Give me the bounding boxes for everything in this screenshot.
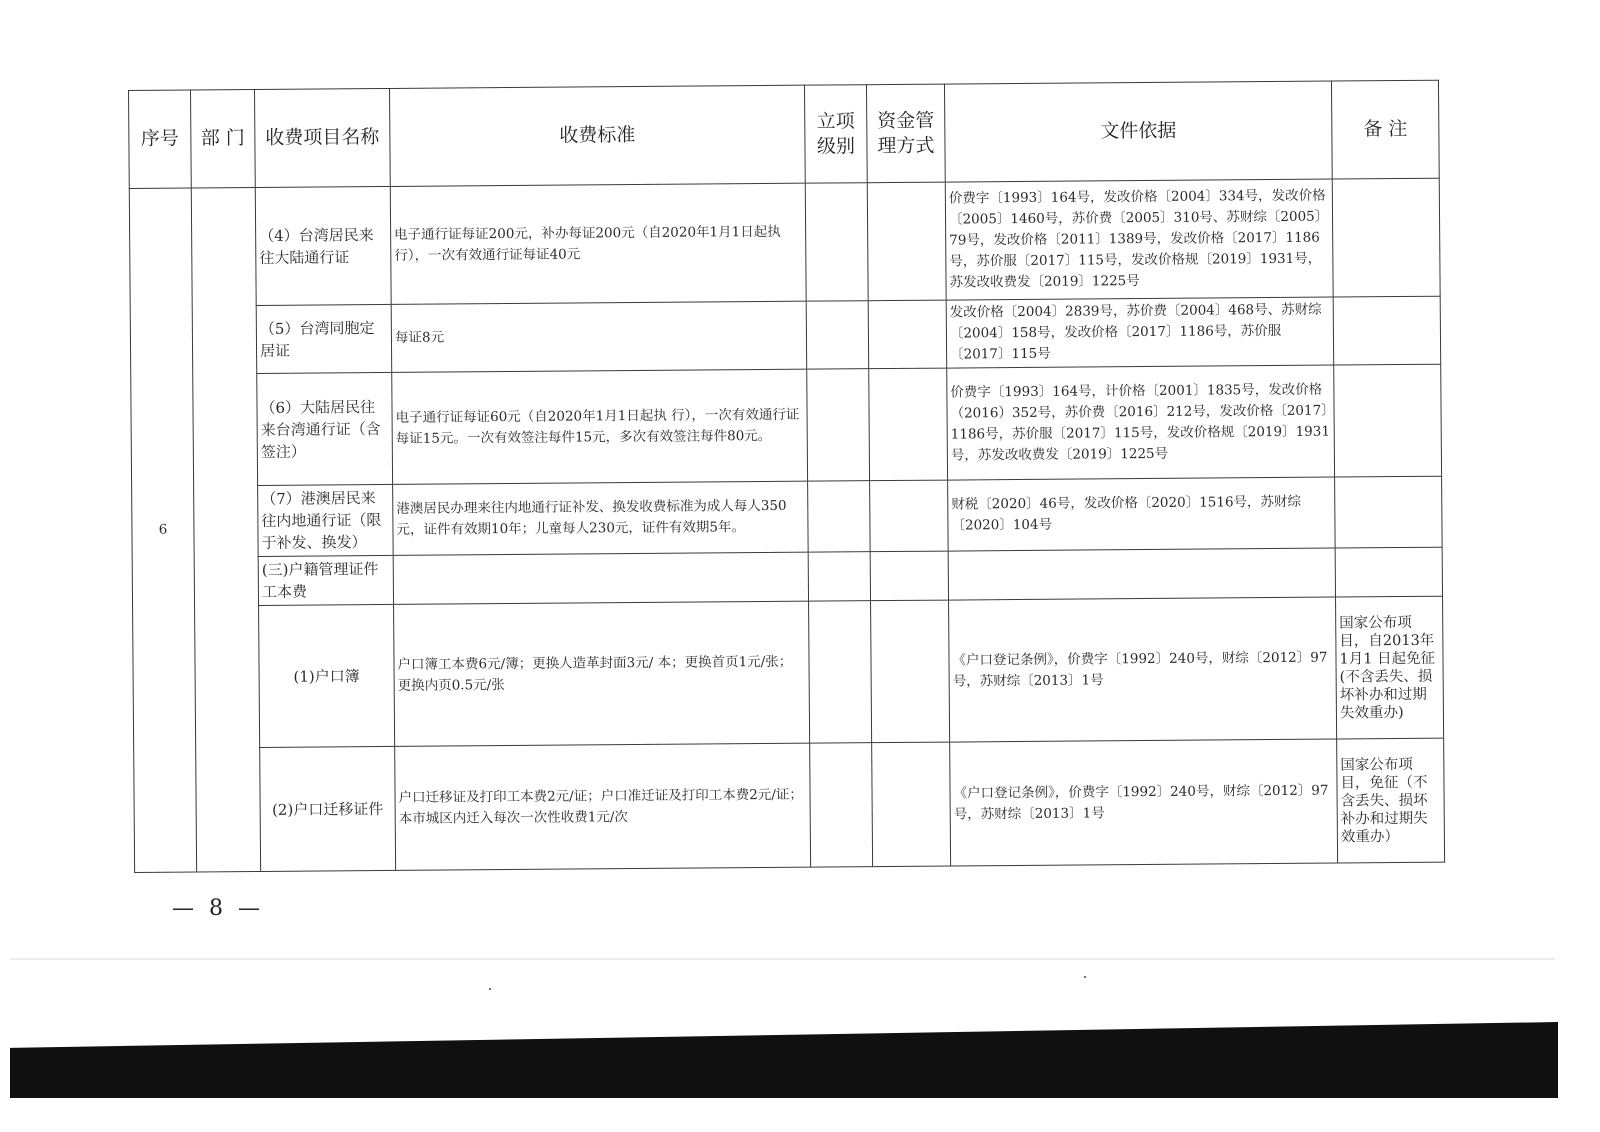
fund-mgmt-cell — [870, 480, 949, 552]
standard-cell: 户口簿工本费6元/簿；更换人造革封面3元/ 本；更换首页1元/张；更换内页0.5元/张 — [394, 601, 810, 746]
fund-mgmt-cell — [867, 182, 946, 301]
table-row — [131, 364, 1442, 486]
fund-mgmt-cell — [869, 368, 948, 481]
standard-cell: 港澳居民办理来往内地通行证补发、换发收费标准为成人每人350元，证件有效期10年；儿童每人230元，证件有效期5年。 — [393, 481, 809, 555]
standard-cell: 电子通行证每证200元，补办每证200元（自2020年1月1日起执行），一次有效通行证每证40元 — [390, 183, 806, 304]
fund-mgmt-cell — [872, 742, 951, 867]
remark-cell: 国家公布项目，免征（不含丢失、损坏补办和过期失效重办） — [1337, 738, 1445, 863]
level-cell — [809, 601, 872, 743]
remark-cell — [1333, 296, 1441, 365]
item-name-cell: （6）大陆居民往来台湾通行证（含签注） — [257, 372, 393, 485]
scan-edge-line — [10, 958, 1555, 960]
header-level: 立项级别 — [804, 85, 867, 183]
table-row — [132, 476, 1443, 557]
standard-cell: 电子通行证每证60元（自2020年1月1日起执 行），一次有效通行证每证15元。一次有效签注每件15元，多次有效签注每件80元。 — [392, 369, 808, 484]
header-fund-mgmt: 资金管理方式 — [866, 84, 945, 183]
seq-cell: 6 — [129, 188, 196, 872]
header-item-name: 收费项目名称 — [255, 88, 391, 187]
basis-cell: 财税〔2020〕46号，发改价格〔2020〕1516号，苏财综〔2020〕104号 — [948, 477, 1336, 551]
remark-cell — [1334, 364, 1442, 477]
basis-cell: 价费字〔1993〕164号，计价格〔2001〕1835号，发改价格（2016）352号，苏价费〔2016〕212号，发改价格〔2017〕1186号，苏价服〔2017〕115号，发改价格规〔2019〕1931号，苏发改收费发〔2019〕1225号 — [947, 365, 1335, 480]
item-name-cell: （4）台湾居民来往大陆通行证 — [255, 186, 391, 305]
level-cell — [805, 183, 868, 301]
fund-mgmt-cell — [870, 551, 948, 601]
standard-cell — [393, 552, 808, 604]
item-name-cell: （7）港澳居民来往内地通行证（限于补发、换发） — [258, 484, 394, 556]
header-seq: 序号 — [129, 90, 192, 188]
fee-table — [128, 80, 1445, 873]
remark-cell — [1335, 476, 1443, 548]
fund-mgmt-cell — [868, 300, 947, 369]
scan-speck — [1084, 976, 1086, 978]
header-basis: 文件依据 — [944, 81, 1332, 182]
level-cell — [808, 552, 870, 601]
standard-cell: 户口迁移证及打印工本费2元/证；户口准迁证及打印工本费2元/证；本市城区内迁入每次一次性收费1元/次 — [395, 743, 811, 870]
header-remark: 备 注 — [1331, 80, 1439, 179]
basis-cell — [948, 548, 1335, 600]
level-cell — [808, 481, 871, 552]
remark-cell — [1332, 178, 1440, 297]
level-cell — [810, 743, 873, 867]
basis-cell: 发改价格〔2004〕2839号，苏价费〔2004〕468号、苏财综〔2004〕158号，发改价格〔2017〕1186号，苏价服〔2017〕115号 — [946, 297, 1334, 368]
table-row — [130, 296, 1440, 374]
dept-cell — [191, 188, 260, 872]
section-title-cell: (三)户籍管理证件工本费 — [258, 555, 393, 605]
scan-speck — [489, 988, 491, 990]
header-standard: 收费标准 — [389, 85, 805, 186]
page-number: — 8 — — [172, 896, 264, 921]
basis-cell: 《户口登记条例》，价费字〔1992〕240号，财综〔2012〕97号，苏财综〔2013〕1号 — [949, 597, 1337, 742]
item-name-cell: (2)户口迁移证件 — [260, 746, 396, 871]
item-name-cell: (1)户口簿 — [259, 604, 395, 747]
remark-cell: 国家公布项目，自2013年1月1 日起免征(不含丢失、损坏补办和过期失效重办) — [1336, 596, 1444, 739]
standard-cell: 每证8元 — [391, 301, 807, 372]
item-name-cell: （5）台湾同胞定居证 — [256, 304, 392, 373]
header-dept: 部 门 — [191, 90, 256, 188]
fund-mgmt-cell — [871, 600, 950, 743]
table-row — [133, 596, 1444, 748]
basis-cell: 《户口登记条例》，价费字〔1992〕240号，财综〔2012〕97号，苏财综〔2013〕1号 — [950, 739, 1338, 866]
scanner-shadow-band — [10, 1022, 1558, 1098]
header-row — [129, 80, 1440, 188]
basis-cell: 价费字〔1993〕164号，发改价格〔2004〕334号，发改价格〔2005〕1460号，苏价费〔2005〕310号、苏财综〔2005〕79号，发改价格〔2011〕1389号，发改价格〔2017〕1186号，苏价服〔2017〕115号，发改价格规〔2019〕1931号，苏发改收费发〔2019〕1225号 — [945, 179, 1333, 300]
remark-cell — [1335, 547, 1442, 597]
level-cell — [806, 301, 869, 369]
table-row — [134, 738, 1445, 872]
level-cell — [807, 369, 870, 481]
table-row — [129, 178, 1440, 306]
